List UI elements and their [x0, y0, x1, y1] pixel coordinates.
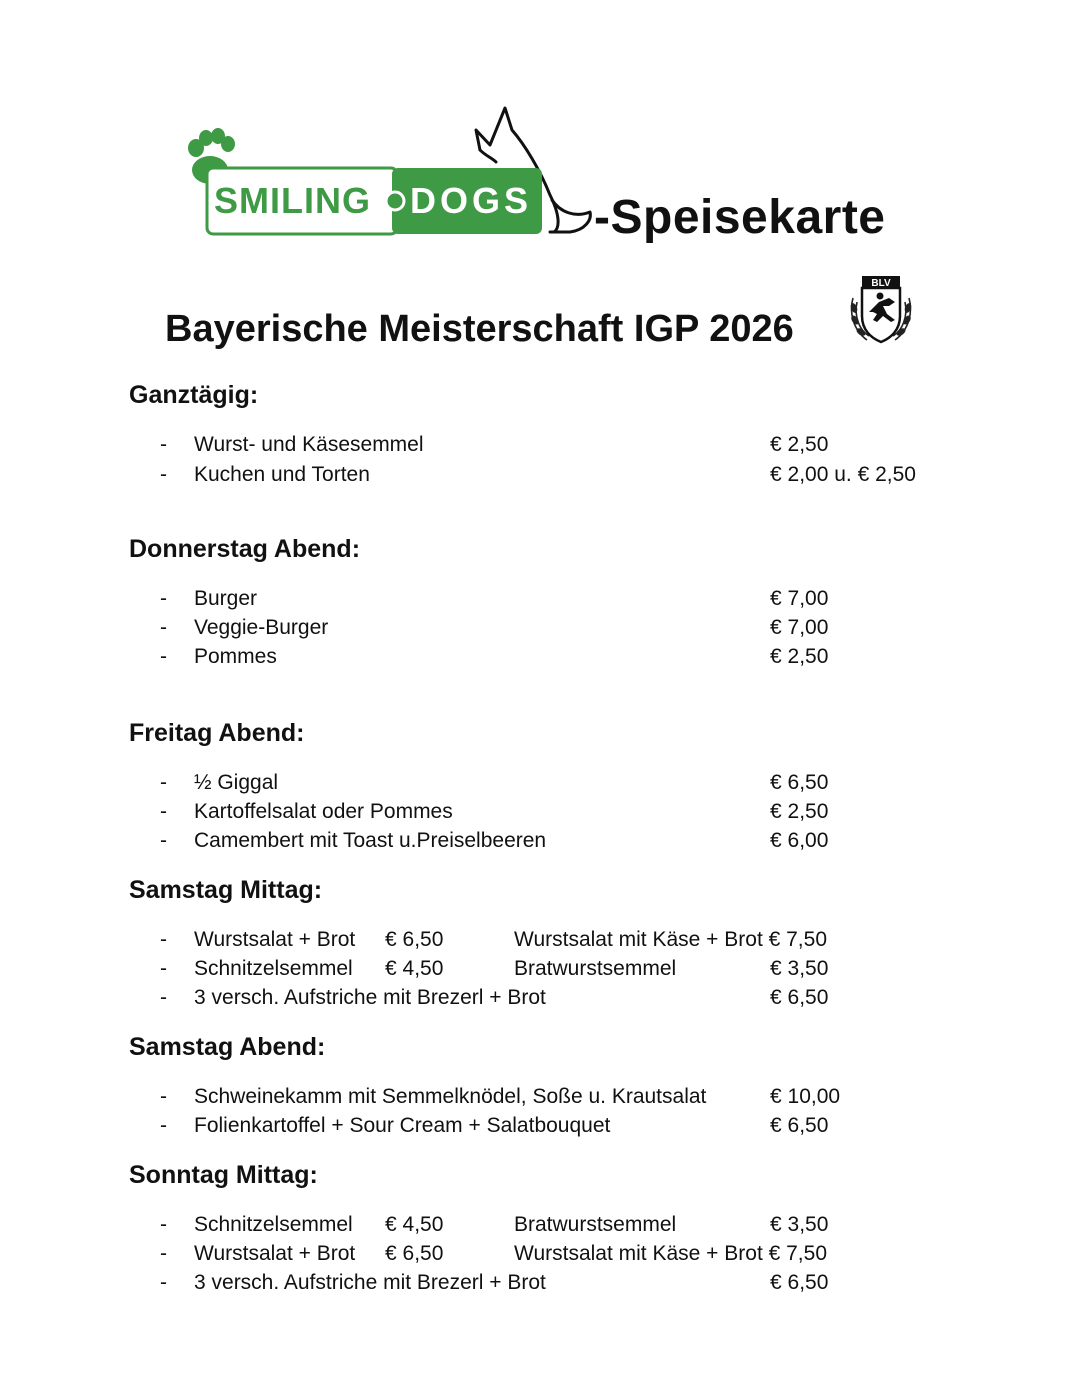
blv-badge-label: BLV	[871, 278, 891, 289]
menu-item: 3 versch. Aufstriche mit Brezerl + Brot	[194, 986, 546, 1009]
menu-price: € 10,00	[770, 1085, 841, 1108]
menu-item: Camembert mit Toast u.Preiselbeeren	[194, 829, 547, 852]
menu-row	[0, 642, 1080, 671]
list-dash: -	[160, 800, 167, 823]
logo-text-left: SMILING	[214, 180, 371, 221]
list-dash: -	[160, 928, 167, 951]
menu-item-secondary: Wurstsalat mit Käse + Brot € 7,50	[514, 928, 828, 951]
menu-price: € 2,50	[770, 433, 829, 456]
list-dash: -	[160, 986, 167, 1009]
menu-item-secondary: Bratwurstsemmel	[514, 1213, 677, 1236]
menu-item: Wurst- und Käsesemmel	[194, 433, 424, 456]
menu-row	[0, 1082, 1080, 1111]
menu-row	[0, 1239, 1080, 1268]
menu-item: 3 versch. Aufstriche mit Brezerl + Brot	[194, 1271, 546, 1294]
list-dash: -	[160, 433, 167, 456]
menu-item: Kartoffelsalat oder Pommes	[194, 800, 453, 823]
menu-item: Wurstsalat + Brot	[194, 928, 356, 951]
section-heading: Freitag Abend:	[129, 719, 305, 747]
menu-item: Veggie-Burger	[194, 616, 329, 639]
list-dash: -	[160, 771, 167, 794]
list-dash: -	[160, 1242, 167, 1265]
menu-item: Schnitzelsemmel	[194, 957, 353, 980]
section-heading: Donnerstag Abend:	[129, 535, 361, 563]
list-dash: -	[160, 463, 167, 486]
menu-row	[0, 768, 1080, 797]
section-heading: Ganztägig:	[129, 381, 259, 409]
menu-row	[0, 797, 1080, 826]
menu-price: € 2,50	[770, 800, 829, 823]
list-dash: -	[160, 957, 167, 980]
menu-row	[0, 826, 1080, 855]
menu-price: € 7,00	[770, 587, 829, 610]
menu-row	[0, 1111, 1080, 1140]
menu-price: € 6,50	[770, 1114, 829, 1137]
menu-item: Pommes	[194, 645, 277, 668]
menu-price: € 4,50	[385, 957, 444, 980]
page-title: Bayerische Meisterschaft IGP 2026	[165, 308, 794, 350]
list-dash: -	[160, 1085, 167, 1108]
menu-item: Folienkartoffel + Sour Cream + Salatbouquet	[194, 1114, 611, 1137]
blv-badge	[845, 272, 917, 348]
menu-price: € 6,50	[770, 771, 829, 794]
menu-price-secondary: € 3,50	[770, 957, 829, 980]
menu-item-secondary: Bratwurstsemmel	[514, 957, 677, 980]
menu-item-secondary: Wurstsalat mit Käse + Brot € 7,50	[514, 1242, 828, 1265]
menu-price: € 6,50	[770, 1271, 829, 1294]
menu-price: € 2,50	[770, 645, 829, 668]
list-dash: -	[160, 587, 167, 610]
smiling-dogs-logo	[180, 100, 600, 250]
menu-row	[0, 584, 1080, 613]
section-heading: Samstag Abend:	[129, 1033, 326, 1061]
list-dash: -	[160, 1114, 167, 1137]
menu-row	[0, 613, 1080, 642]
menu-row	[0, 925, 1080, 954]
section-heading: Samstag Mittag:	[129, 876, 323, 904]
section-heading: Sonntag Mittag:	[129, 1161, 318, 1189]
menu-row	[0, 430, 1080, 459]
menu-item: Schnitzelsemmel	[194, 1213, 353, 1236]
menu-row	[0, 983, 1080, 1012]
logo-text-right: DOGS	[410, 180, 533, 221]
menu-item: Kuchen und Torten	[194, 463, 370, 486]
menu-price: € 6,50	[385, 1242, 444, 1265]
menu-price: € 6,50	[770, 986, 829, 1009]
menu-price: € 2,00 u. € 2,50	[770, 463, 916, 486]
list-dash: -	[160, 1271, 167, 1294]
header-suffix: -Speisekarte	[594, 191, 886, 244]
list-dash: -	[160, 645, 167, 668]
menu-item: Wurstsalat + Brot	[194, 1242, 356, 1265]
menu-price: € 6,00	[770, 829, 829, 852]
menu-price: € 4,50	[385, 1213, 444, 1236]
menu-row	[0, 1268, 1080, 1297]
menu-row	[0, 460, 1080, 489]
menu-price: € 7,00	[770, 616, 829, 639]
menu-item: ½ Giggal	[194, 771, 279, 794]
list-dash: -	[160, 616, 167, 639]
menu-item: Schweinekamm mit Semmelknödel, Soße u. Krautsalat	[194, 1085, 707, 1108]
menu-item: Burger	[194, 587, 258, 610]
menu-price-secondary: € 3,50	[770, 1213, 829, 1236]
list-dash: -	[160, 829, 167, 852]
menu-row	[0, 1210, 1080, 1239]
menu-row	[0, 954, 1080, 983]
list-dash: -	[160, 1213, 167, 1236]
menu-price: € 6,50	[385, 928, 444, 951]
